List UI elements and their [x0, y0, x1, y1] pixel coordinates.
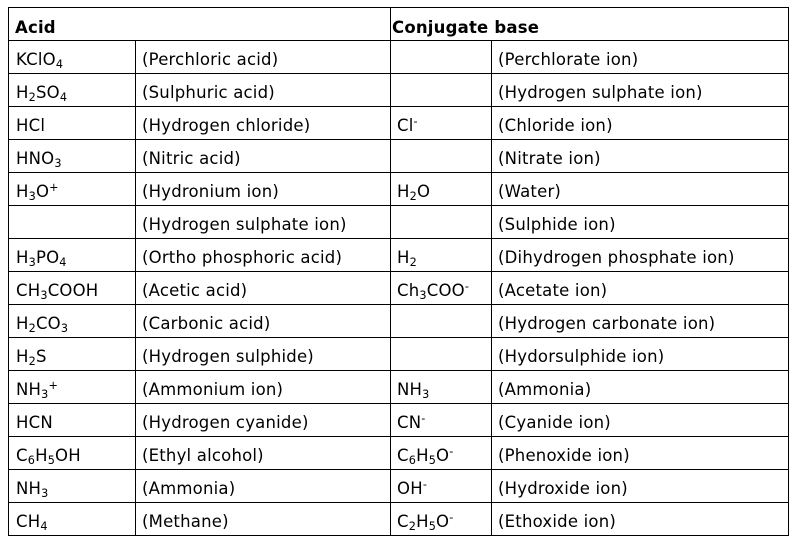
formula-text: S	[35, 347, 47, 366]
base-formula	[391, 74, 492, 107]
base-name: (Hydrogen sulphate ion)	[492, 74, 789, 107]
formula-text: H	[416, 512, 429, 531]
acid-name: (Hydrogen sulphide)	[136, 338, 391, 371]
formula-text: HCN	[16, 413, 53, 432]
formula-text: H	[397, 248, 410, 267]
formula-text: C	[16, 446, 28, 465]
formula-text: H	[16, 83, 29, 102]
formula-text: C	[397, 446, 409, 465]
superscript: +	[49, 180, 59, 194]
acid-name: (Carbonic acid)	[136, 305, 391, 338]
formula-text: COO	[426, 281, 465, 300]
formula-text: H	[16, 347, 29, 366]
formula-text: H	[35, 446, 48, 465]
subscript: 3	[41, 388, 49, 402]
table-row	[9, 371, 789, 404]
acid-name: (Nitric acid)	[136, 140, 391, 173]
acid-formula	[9, 338, 136, 371]
formula-text: CH	[16, 281, 41, 300]
acid-name: (Ammonium ion)	[136, 371, 391, 404]
subscript: 3	[28, 190, 36, 204]
table-body	[9, 41, 789, 536]
superscript: -	[422, 477, 428, 491]
subscript: 6	[408, 454, 417, 468]
acid-formula	[9, 404, 136, 437]
formula-text: H	[16, 182, 29, 201]
table-row	[9, 305, 789, 338]
subscript: 3	[422, 388, 430, 402]
base-name: (Perchlorate ion)	[492, 41, 789, 74]
table-row	[9, 437, 789, 470]
subscript: 4	[40, 520, 48, 534]
base-formula	[391, 437, 492, 470]
formula-text: HCl	[16, 116, 46, 135]
acid-formula	[9, 272, 136, 305]
formula-text: NH	[16, 479, 42, 498]
base-formula	[391, 140, 492, 173]
formula-text: Cl	[397, 116, 414, 135]
superscript: -	[464, 279, 470, 293]
acid-name: (Methane)	[136, 503, 391, 536]
base-formula	[391, 470, 492, 503]
base-name: (Sulphide ion)	[492, 206, 789, 239]
acid-name: (Perchloric acid)	[136, 41, 391, 74]
acid-formula	[9, 503, 136, 536]
base-formula	[391, 272, 492, 305]
subscript: 2	[28, 91, 36, 105]
formula-text: H	[16, 314, 29, 333]
table-row	[9, 272, 789, 305]
acid-name: (Hydrogen chloride)	[136, 107, 391, 140]
acid-name: (Hydrogen sulphate ion)	[136, 206, 391, 239]
base-formula	[391, 404, 492, 437]
base-formula	[391, 371, 492, 404]
base-name: (Ammonia)	[492, 371, 789, 404]
formula-text: COOH	[47, 281, 99, 300]
subscript: 5	[47, 454, 56, 468]
acid-formula	[9, 239, 136, 272]
subscript: 3	[419, 289, 427, 303]
formula-text: OH	[55, 446, 81, 465]
table-row	[9, 239, 789, 272]
base-formula	[391, 107, 492, 140]
acid-formula	[9, 470, 136, 503]
acid-formula	[9, 41, 136, 74]
formula-text: H	[16, 248, 29, 267]
acid-name: (Hydrogen cyanide)	[136, 404, 391, 437]
table-row	[9, 503, 789, 536]
base-name: (Chloride ion)	[492, 107, 789, 140]
base-name: (Acetate ion)	[492, 272, 789, 305]
subscript: 2	[409, 190, 417, 204]
table-row	[9, 470, 789, 503]
subscript: 3	[60, 322, 69, 336]
superscript: +	[48, 378, 59, 392]
formula-text: CO	[35, 314, 61, 333]
table-row	[9, 140, 789, 173]
base-name: (Dihydrogen phosphate ion)	[492, 239, 789, 272]
formula-text: KClO	[16, 50, 56, 69]
acid-name: (Ethyl alcohol)	[136, 437, 391, 470]
formula-text: O	[35, 182, 50, 201]
subscript: 3	[54, 157, 62, 171]
formula-text: C	[397, 512, 409, 531]
formula-text: CN	[397, 413, 422, 432]
subscript: 5	[428, 454, 437, 468]
base-name: (Nitrate ion)	[492, 140, 789, 173]
base-formula	[391, 503, 492, 536]
table-row	[9, 206, 789, 239]
header-row	[9, 8, 789, 41]
table-row	[9, 173, 789, 206]
acid-name: (Sulphuric acid)	[136, 74, 391, 107]
superscript: -	[413, 114, 418, 128]
base-formula	[391, 239, 492, 272]
acid-formula	[9, 305, 136, 338]
table-row	[9, 107, 789, 140]
formula-text: HNO	[16, 149, 55, 168]
table-row	[9, 41, 789, 74]
subscript: 4	[55, 58, 64, 72]
subscript: 5	[428, 520, 437, 534]
subscript: 2	[409, 256, 417, 270]
base-formula	[391, 206, 492, 239]
acid-name: (Acetic acid)	[136, 272, 391, 305]
subscript: 4	[59, 91, 68, 105]
formula-text: NH	[16, 380, 42, 399]
subscript: 3	[28, 256, 36, 270]
subscript: 3	[41, 487, 49, 501]
acid-conjugate-base-table	[8, 7, 789, 536]
acid-header: Acid	[9, 8, 391, 41]
conjugate-base-header: Conjugate base	[391, 8, 789, 41]
base-formula	[391, 41, 492, 74]
subscript: 2	[408, 520, 417, 534]
acid-formula	[9, 437, 136, 470]
base-name: (Cyanide ion)	[492, 404, 789, 437]
formula-text: O	[436, 446, 450, 465]
table-row	[9, 74, 789, 107]
subscript: 3	[40, 289, 48, 303]
base-name: (Ethoxide ion)	[492, 503, 789, 536]
superscript: -	[421, 411, 426, 425]
base-name: (Phenoxide ion)	[492, 437, 789, 470]
base-formula	[391, 173, 492, 206]
base-name: (Hydrogen carbonate ion)	[492, 305, 789, 338]
formula-text: O	[416, 182, 431, 201]
formula-text: CH	[16, 512, 41, 531]
acid-formula	[9, 107, 136, 140]
formula-text: SO	[35, 83, 60, 102]
formula-text: O	[436, 512, 450, 531]
table-row	[9, 338, 789, 371]
formula-text: PO	[35, 248, 60, 267]
acid-formula	[9, 206, 136, 239]
base-formula	[391, 338, 492, 371]
base-formula	[391, 305, 492, 338]
acid-formula	[9, 173, 136, 206]
acid-name: (Hydronium ion)	[136, 173, 391, 206]
superscript: -	[449, 444, 454, 458]
acid-formula	[9, 140, 136, 173]
acid-name: (Ortho phosphoric acid)	[136, 239, 391, 272]
formula-text: H	[397, 182, 410, 201]
subscript: 2	[28, 322, 36, 336]
formula-text: Ch	[397, 281, 420, 300]
subscript: 4	[59, 256, 67, 270]
formula-text: OH	[397, 479, 423, 498]
acid-name: (Ammonia)	[136, 470, 391, 503]
base-name: (Hydroxide ion)	[492, 470, 789, 503]
base-name: (Water)	[492, 173, 789, 206]
subscript: 2	[28, 355, 36, 369]
base-name: (Hydorsulphide ion)	[492, 338, 789, 371]
formula-text: NH	[397, 380, 423, 399]
table-row	[9, 404, 789, 437]
formula-text: H	[416, 446, 429, 465]
subscript: 6	[27, 454, 36, 468]
acid-formula	[9, 74, 136, 107]
acid-formula	[9, 371, 136, 404]
superscript: -	[449, 510, 454, 524]
